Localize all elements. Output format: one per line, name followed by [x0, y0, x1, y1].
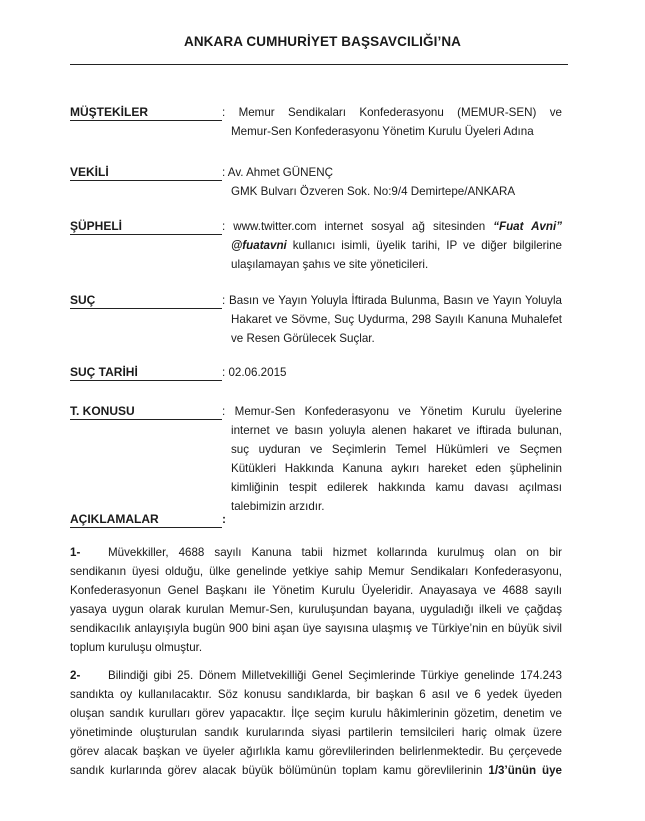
paragraph-line: yasaya uygun olarak kurulan Memur-Sen, kuruluşundan bayana, uyguladığı ilkeli ve çağdaş	[70, 603, 562, 616]
konu-line: suç uyduran ve Seçimlerin Temel Hükümleri ve Seçmen	[231, 443, 562, 456]
paragraph-line: sendikanın üyesi olduğu, ülke genelinde yetkiye sahip Memur Sendikaları Konfederasyonu,	[70, 565, 562, 578]
aciklamalar-colon: :	[222, 512, 226, 526]
vekil-line: : Av. Ahmet GÜNENÇ	[222, 166, 334, 179]
paragraph-1	[70, 543, 562, 657]
paragraph-text: Bilindiği gibi 25. Dönem Milletvekilliği Genel Seçimlerinde Türkiye genelinde 174.243	[108, 669, 562, 682]
paragraph-line	[70, 543, 562, 562]
title-divider	[70, 64, 568, 65]
konu-line: kimliğinin tespit edilerek hakkında kamu davası açılması	[231, 481, 562, 494]
paragraph-line: sandıkta oy kullanılacaktır. Söz konusu sandıklarda, bir başkan 6 asıl ve 6 yedek üyeden	[70, 688, 562, 701]
supheli-line	[222, 217, 562, 236]
paragraph-line	[70, 666, 562, 685]
supheli-line: ulaşılamayan şahıs ve site yöneticileri.	[231, 258, 429, 271]
paragraph-line: yönetiminde oluşturulan sandık kurularında siyasi partilerin temsilcileri hariç olmak üzere	[70, 726, 562, 739]
vekil-label: VEKİLİ	[70, 166, 222, 181]
paragraph-number: 1-	[70, 546, 81, 559]
suc-tarihi-line: : 02.06.2015	[222, 366, 287, 379]
konu-line: talebimizin arzıdır.	[231, 500, 325, 513]
paragraph-bold-text: 1/3’ünün üye	[488, 764, 562, 777]
supheli-label: ŞÜPHELİ	[70, 220, 222, 235]
supheli-value	[222, 217, 562, 274]
paragraph-line	[70, 761, 562, 780]
suc-value	[222, 291, 562, 348]
suc-tarihi-label: SUÇ TARİHİ	[70, 366, 222, 381]
musteki-label: MÜŞTEKİLER	[70, 106, 222, 121]
paragraph-line: toplum kuruluşu olmuştur.	[70, 641, 203, 654]
konu-line: Kütükleri Hakkında Kanuna aykırı hareket eden şüphelinin	[231, 462, 562, 475]
paragraph-line: görev alacak başkan ve üyeler ağırlıkla kamu görevlilerinden belirlenmektedir. Bu çerçevede	[70, 745, 562, 758]
suc-line: : Basın ve Yayın Yoluyla İftirada Bulunma, Basın ve Yayın Yoluyla	[222, 294, 562, 307]
paragraph-number: 2-	[70, 669, 81, 682]
supheli-line	[222, 236, 562, 255]
paragraph-2	[70, 666, 562, 780]
supheli-text: : www.twitter.com internet sosyal ağ sitesinden	[222, 220, 494, 233]
suc-line: ve Resen Görülecek Suçlar.	[231, 332, 375, 345]
konu-label: T. KONUSU	[70, 405, 222, 420]
document-title: ANKARA CUMHURİYET BAŞSAVCILIĞI’NA	[183, 34, 462, 49]
musteki-value	[222, 103, 562, 141]
paragraph-text: sandık kurlarında görev alacak büyük bölümünün toplam kamu görevlilerinin	[70, 764, 489, 777]
suc-line: Hakaret ve Sövme, Suç Uydurma, 298 Sayılı Kanuna Muhalefet	[231, 313, 562, 326]
suc-tarihi-value	[222, 363, 562, 382]
supheli-quoted-name: “Fuat Avni”	[493, 220, 562, 233]
paragraph-line: Konfederasyonun Genel Başkanı ile Yönetim Kurulu Üyeleridir. Anayasaya ve 4688 sayılı	[70, 584, 562, 597]
aciklamalar-label: AÇIKLAMALAR	[70, 513, 222, 528]
supheli-handle: @fuatavni	[231, 239, 287, 252]
konu-line: : Memur-Sen Konfederasyonu ve Yönetim Kurulu üyelerine	[222, 405, 562, 418]
paragraph-line: oluşan sandık kurulları görev yapacaktır. İlçe seçim kurulu hâkimlerinin gözetim, denetim ve	[70, 707, 562, 720]
paragraph-line: sendikacılık anlayışıyla bugün 900 bini aşan üye sayısına ulaşmış ve Türkiye’nin en büyük sivil	[70, 622, 562, 635]
konu-line: internet ve basın yoluyla alenen hakaret ve iftirada bulunan,	[231, 424, 562, 437]
suc-label: SUÇ	[70, 294, 222, 309]
musteki-line: Memur-Sen Konfederasyonu Yönetim Kurulu Üyeleri Adına	[231, 125, 534, 138]
vekil-line: GMK Bulvarı Özveren Sok. No:9/4 Demirtepe/ANKARA	[231, 185, 516, 198]
konu-value	[222, 402, 562, 516]
vekil-value	[222, 163, 562, 201]
supheli-text: kullanıcı isimli, üyelik tarihi, IP ve diğer bilgilerine	[286, 239, 562, 252]
paragraph-text: Müvekkiller, 4688 sayılı Kanuna tabii hizmet kollarında kurulmuş olan on bir	[108, 546, 562, 559]
musteki-line: : Memur Sendikaları Konfederasyonu (MEMUR-SEN) ve	[222, 106, 562, 119]
